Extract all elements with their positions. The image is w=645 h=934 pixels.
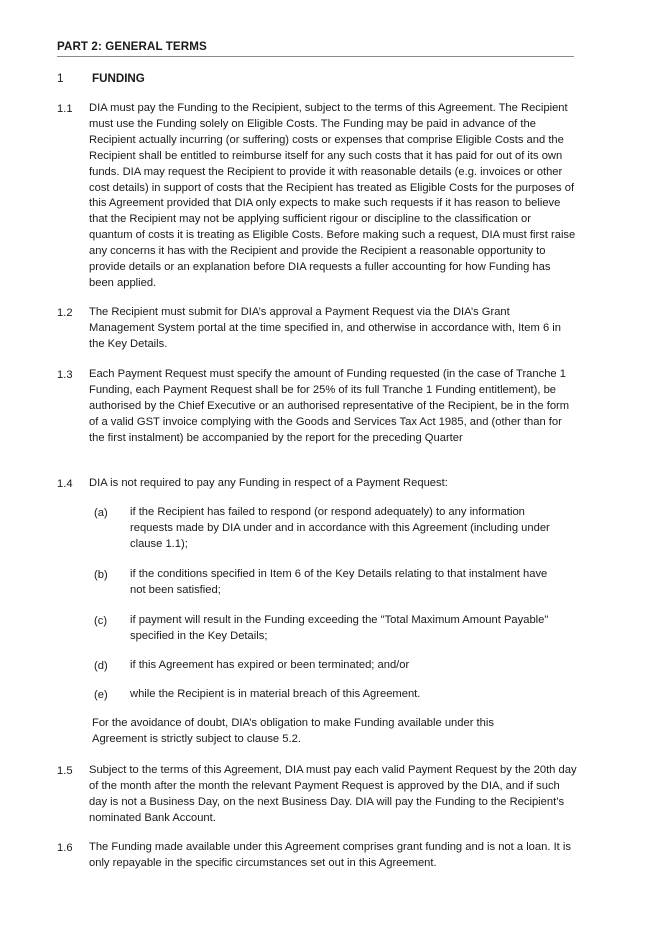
subclause-label-a: (a) [94,507,108,519]
clause-text-1-4: DIA is not required to pay any Funding in respect of a Payment Request: [89,477,448,489]
header-divider [57,56,574,57]
part-title: PART 2: GENERAL TERMS [57,40,207,53]
clause-number-1-1: 1.1 [57,103,73,115]
section-number: 1 [57,72,64,85]
subclause-text-b: if the conditions specified in Item 6 of the Key Details relating to that instalment have not been satisfied; [130,568,548,596]
subclause-label-d: (d) [94,660,108,672]
section-title: FUNDING [92,72,145,85]
subclause-text-a: if the Recipient has failed to respond (or respond adequately) to any information requests made by DIA under and in accordance with this Agreement (including under clause 1.1); [130,506,550,550]
subclause-label-c: (c) [94,615,108,627]
clause-number-1-5: 1.5 [57,765,73,777]
clause-number-1-2: 1.2 [57,307,73,319]
subclause-text-c: if payment will result in the Funding exceeding the "Total Maximum Amount Payable" specified in the Key Details; [130,614,549,642]
clause-text-1-5: Subject to the terms of this Agreement, DIA must pay each valid Payment Request by the 20th day of the month after the month the relevant Payment Request is approved by the DIA, and if such day is not a Business Day, on the next Business Day. DIA will pay the Funding to the Recipient’s nominated Bank Account. [89,764,577,824]
clause-text-1-3: Each Payment Request must specify the amount of Funding requested (in the case of Tranche 1 Funding, each Payment Request shall be for 25% of its full Tranche 1 Funding entitlement), be authorised by the Chief Executive or an authorised representative of the Recipient, be in the form of a valid GST invoice complying with the Goods and Services Tax Act 1985, and (other than for the first instalment) be accompanied by the report for the preceding Quarter [89,368,570,444]
clause-1-4-note: For the avoidance of doubt, DIA’s obligation to make Funding available under this Agreement is strictly subject to clause 5.2. [92,717,494,745]
subclause-label-e: (e) [94,689,108,701]
clause-text-1-2: The Recipient must submit for DIA’s approval a Payment Request via the DIA’s Grant Management System portal at the time specified in, and otherwise in accordance with, Item 6 in the Key Details. [89,306,561,350]
clause-number-1-4: 1.4 [57,478,73,490]
clause-number-1-3: 1.3 [57,369,73,381]
clause-text-1-6: The Funding made available under this Agreement comprises grant funding and is not a loan. It is only repayable in the specific circumstances set out in this Agreement. [89,841,571,869]
clause-number-1-6: 1.6 [57,842,73,854]
subclause-text-e: while the Recipient is in material breach of this Agreement. [130,688,421,700]
subclause-text-d: if this Agreement has expired or been terminated; and/or [130,659,410,671]
subclause-label-b: (b) [94,569,108,581]
clause-text-1-1: DIA must pay the Funding to the Recipient, subject to the terms of this Agreement. The Recipient must use the Funding solely on Eligible Costs. The Funding may be paid in advance of the Recipient actually incurring (or suffering) costs or expenses that comprise Eligible Costs and the Recipient shall be entitled to reimburse itself for any such costs that it has paid for out of its own funds. DIA may request the Recipient to provide it with reasonable details (e.g. invoices or other cost details) in support of costs that the Recipient has treated as Eligible Costs for the purposes of this Agreement provided that DIA only expects to make such requests if it has reason to believe that the Recipient may not be applying sufficient rigour or discipline to the classification or quantum of costs it is treating as Eligible Costs. Before making such a request, DIA must first raise any concerns it has with the Recipient and provide the Recipient a reasonable opportunity to provide details or an explanation before DIA requests a fuller accounting for how Funding has been applied. [89,102,576,289]
